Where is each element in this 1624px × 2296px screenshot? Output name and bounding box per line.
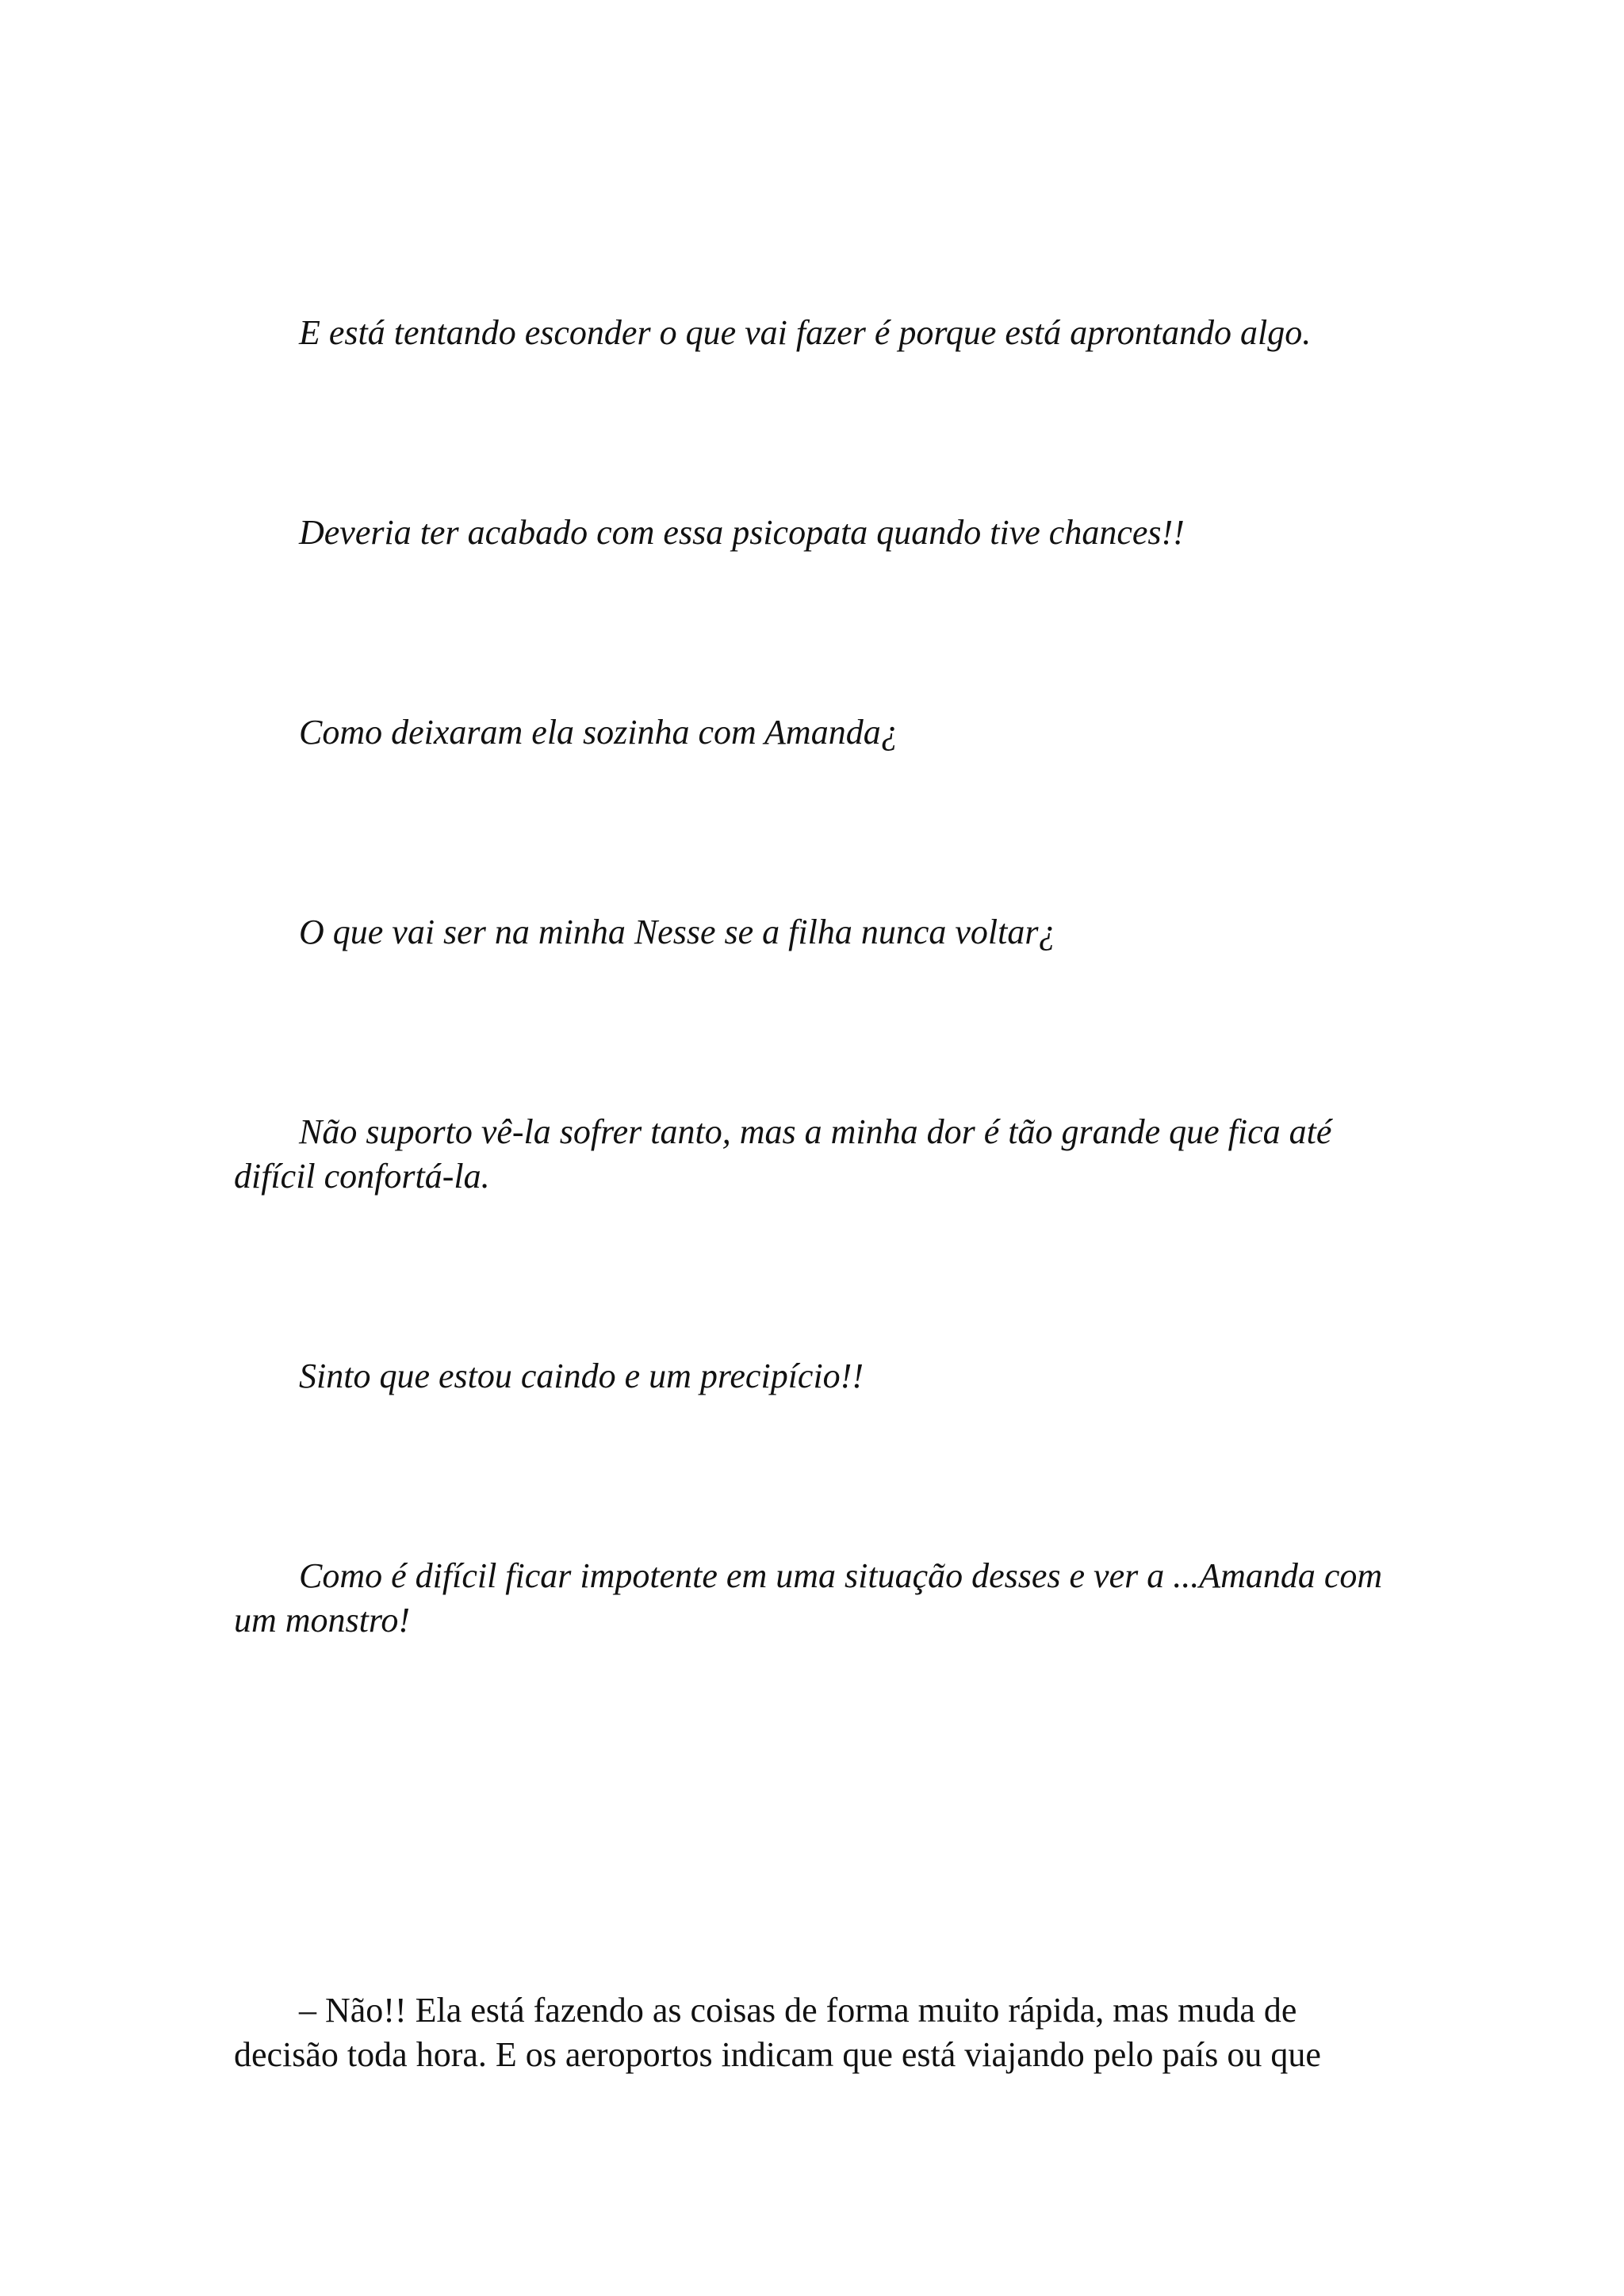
paragraph-7: Como é difícil ficar impotente em uma situação desses e ver a ...Amanda com um monstro! [234, 1556, 1383, 1640]
paragraph-2: Deveria ter acabado com essa psicopata quando tive chances!! [299, 513, 1185, 552]
paragraph-3: Como deixaram ela sozinha com Amanda¿ [299, 713, 898, 752]
paragraph-5: Não suporto vê-la sofrer tanto, mas a minha dor é tão grande que fica até difícil confortá-la. [234, 1112, 1332, 1196]
paragraph-1: E está tentando esconder o que vai fazer é porque está aprontando algo. [299, 313, 1312, 352]
paragraph-4: O que vai ser na minha Nesse se a filha nunca voltar¿ [299, 913, 1056, 951]
paragraph-6: Sinto que estou caindo e um precipício!! [299, 1357, 864, 1395]
paragraph-8: – Não!! Ela está fazendo as coisas de forma muito rápida, mas muda de decisão toda hora. E os aeroportos indicam que está viajando pelo país ou que [234, 1991, 1321, 2074]
